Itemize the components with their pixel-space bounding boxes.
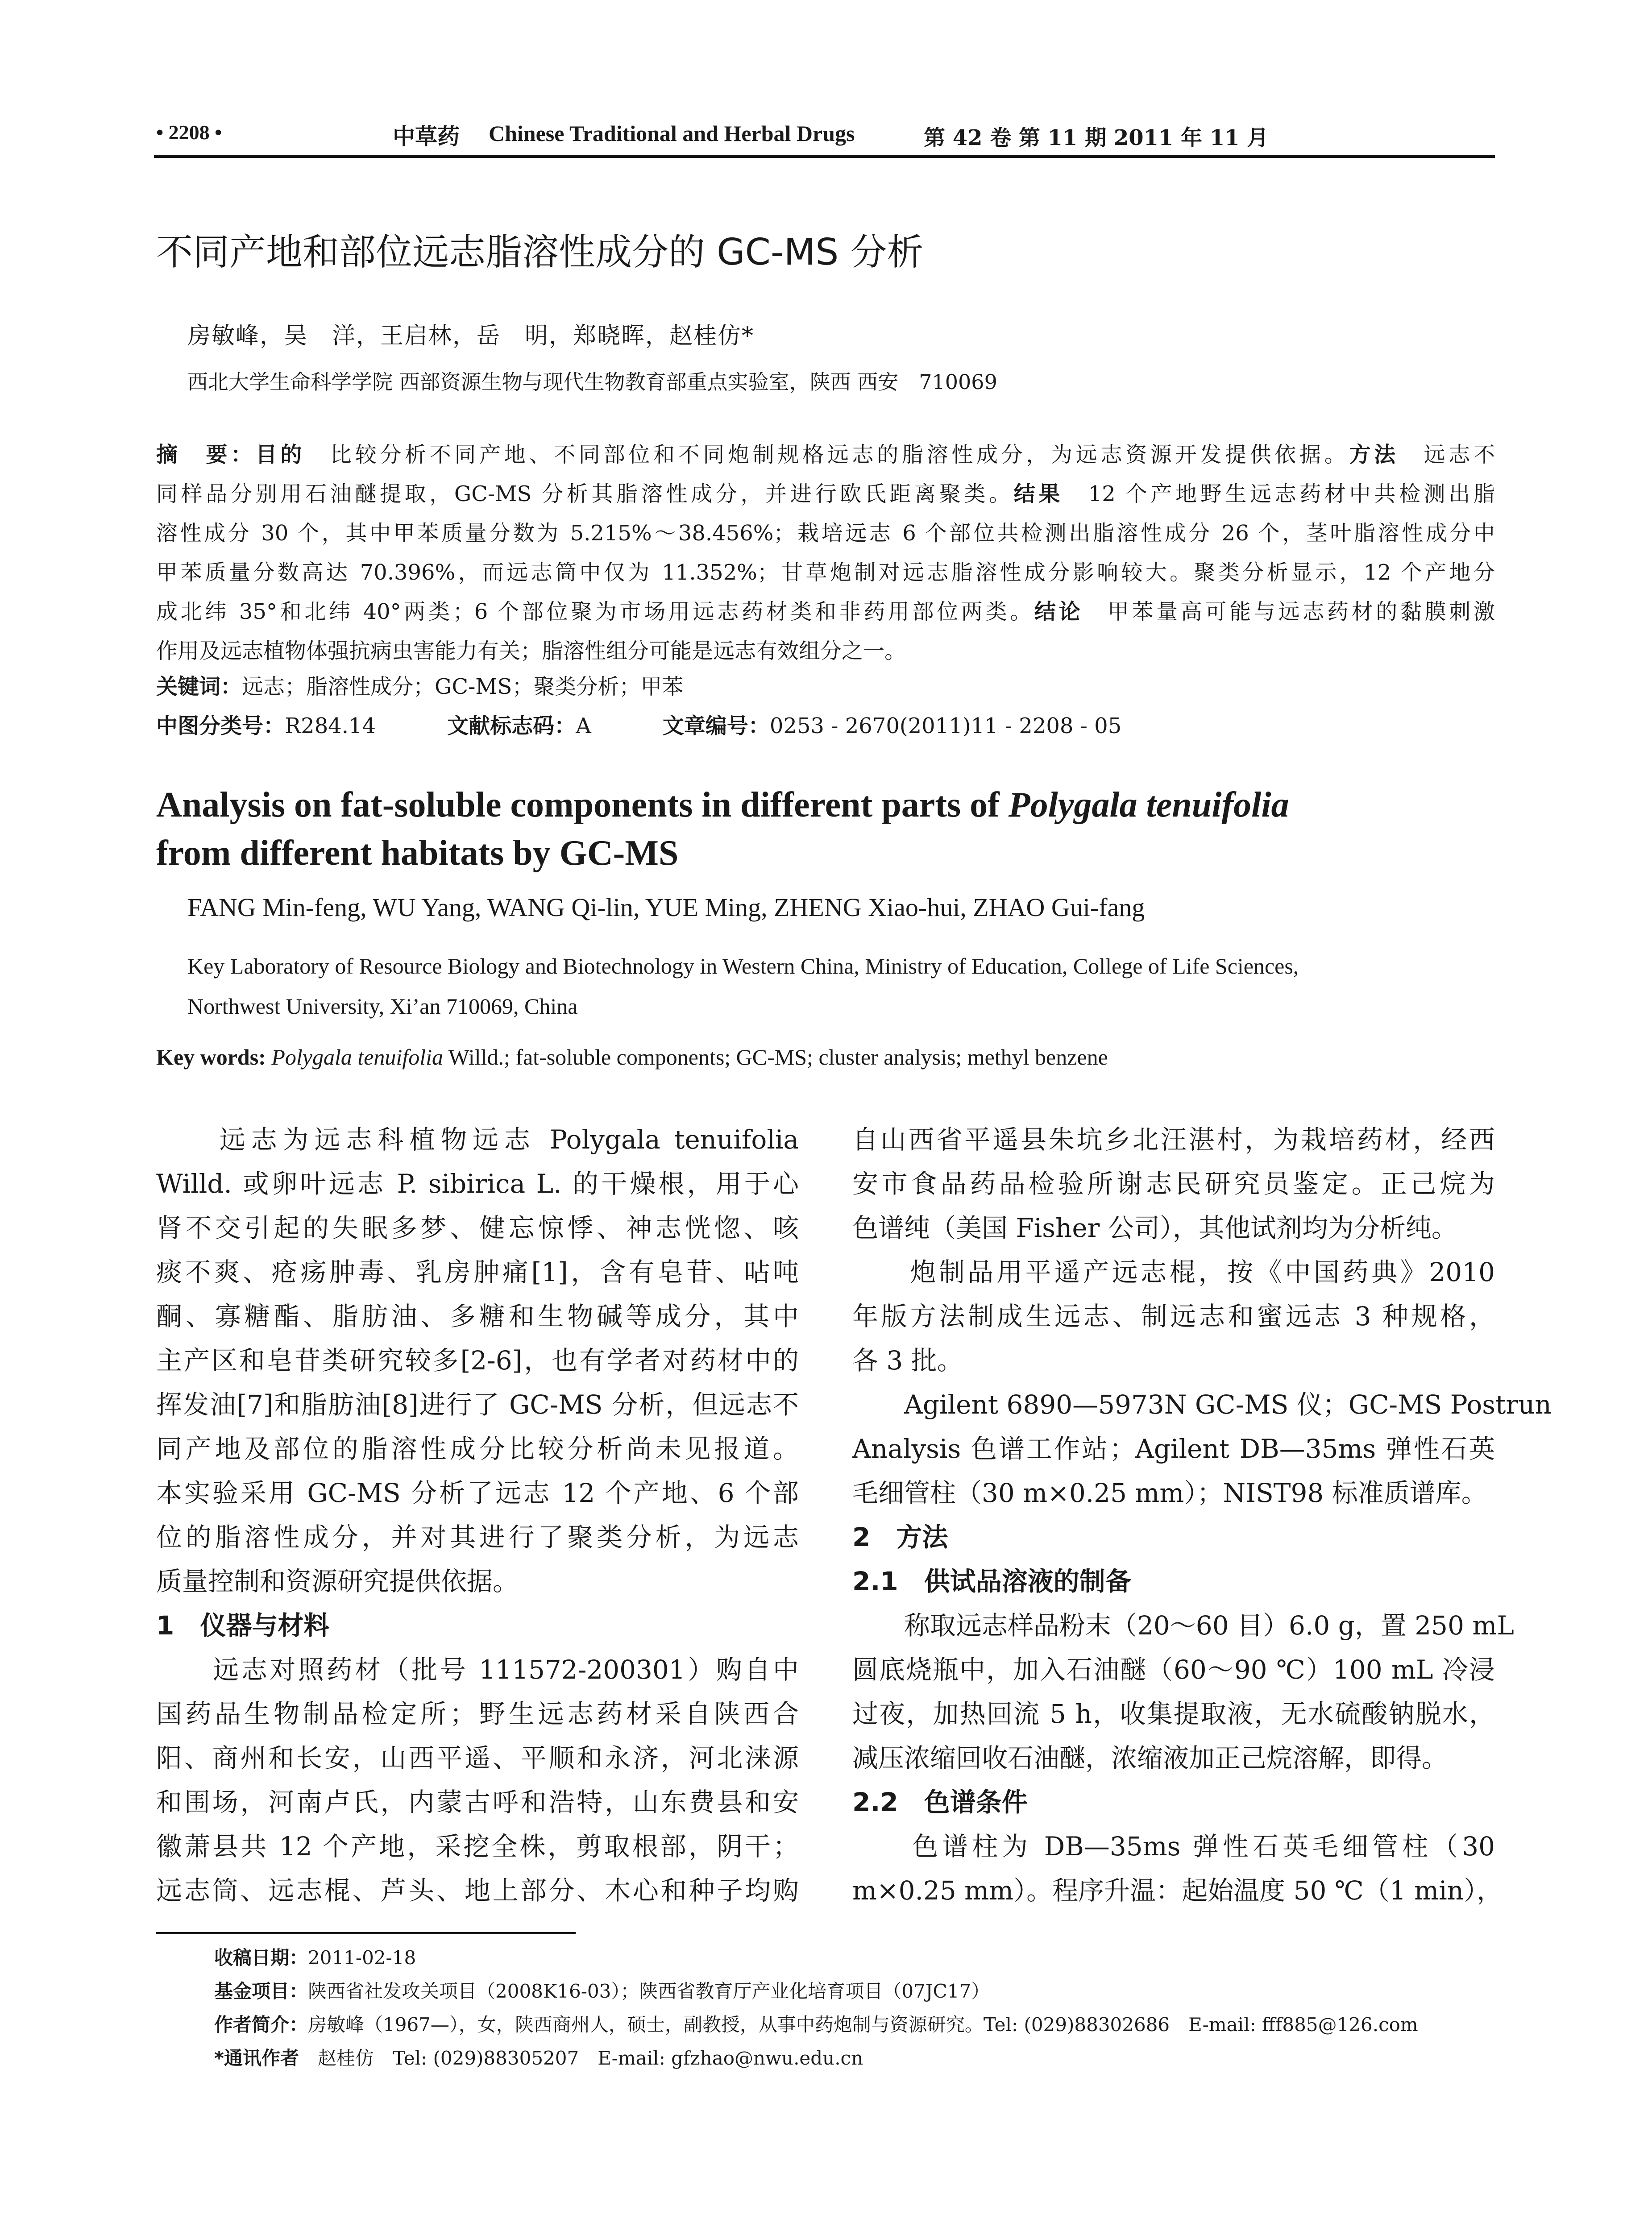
affiliation-cn: 西北大学生命科学学院 西部资源生物与现代生物教育部重点实验室，陕西 西安 710069 — [187, 370, 997, 394]
classification-line — [156, 709, 1193, 739]
paper-title-en: Analysis on fat-soluble components in different parts of Polygala tenuifolia from different habitats by GC-MS — [156, 785, 1289, 873]
body-line: 本实验采用 GC-MS 分析了远志 12 个产地、6 个部 — [156, 1478, 799, 1508]
species-name: Polygala tenuifolia — [1008, 785, 1289, 825]
body-line: 主产区和皂苷类研究较多[2-6]，也有学者对药材中的 — [156, 1345, 799, 1376]
abstract-line-1: 摘 要：目的 比较分析不同产地、不同部位和不同炮制规格远志的脂溶性成分，为远志资源开发提供依据。方法 远志不 — [156, 442, 1495, 467]
clc-number: 中图分类号：R284.14 — [156, 713, 376, 738]
section-heading: 1 仪器与材料 — [156, 1610, 330, 1641]
body-line: 各 3 批。 — [852, 1345, 963, 1376]
body-line: Willd. 或卵叶远志 P. sibirica L. 的干燥根，用于心 — [156, 1169, 799, 1199]
conclusion-label: 结论 — [1034, 599, 1083, 624]
body-line: Analysis 色谱工作站；Agilent DB—35ms 弹性石英 — [852, 1434, 1495, 1464]
body-line: m×0.25 mm）。程序升温：起始温度 50 ℃（1 min）， — [852, 1875, 1503, 1906]
body-column-left — [156, 1118, 799, 1913]
journal-issue: 第 42 卷 第 11 期 2011 年 11 月 — [924, 125, 1269, 150]
body-line: 毛细管柱（30 m×0.25 mm）；NIST98 标准质谱库。 — [852, 1478, 1487, 1508]
abstract-line-3: 溶性成分 30 个，其中甲苯质量分数为 5.215%～38.456%；栽培远志 6 个部位共检测出脂溶性成分 26 个，茎叶脂溶性成分中 — [156, 521, 1495, 546]
body-line: 阳、商州和长安，山西平遥、平顺和永济，河北涞源 — [156, 1743, 799, 1773]
doc-code: 文献标志码：A — [447, 713, 591, 738]
body-line: 和围场，河南卢氏，内蒙古呼和浩特，山东费县和安 — [156, 1787, 799, 1817]
body-line: 炮制品用平遥产远志棍，按《中国药典》2010 — [852, 1257, 1495, 1287]
abstract-line-2: 同样品分别用石油醚提取，GC-MS 分析其脂溶性成分，并进行欧氏距离聚类。结果 12 个产地野生远志药材中共检测出脂 — [156, 481, 1495, 506]
body-line: 年版方法制成生远志、制远志和蜜远志 3 种规格， — [852, 1301, 1495, 1331]
body-line: 远志筒、远志棍、芦头、地上部分、木心和种子均购 — [156, 1875, 799, 1906]
body-line: 酮、寡糖酯、脂肪油、多糖和生物碱等成分，其中 — [156, 1301, 799, 1331]
body-line: 挥发油[7]和脂肪油[8]进行了 GC-MS 分析，但远志不 — [156, 1389, 799, 1420]
keywords-en: Key words: Polygala tenuifolia Willd.; fat-soluble components; GC-MS; cluster analysis; methyl benzene — [156, 1045, 1108, 1070]
body-line: 同产地及部位的脂溶性成分比较分析尚未见报道。 — [156, 1434, 799, 1464]
subsection-heading: 2.2 色谱条件 — [852, 1787, 1028, 1817]
journal-name-en: Chinese Traditional and Herbal Drugs — [489, 121, 855, 146]
body-line: Agilent 6890—5973N GC-MS 仪；GC-MS Postrun — [852, 1389, 1552, 1420]
footnote-author: 作者简介：房敏峰（1967—），女，陕西商州人，硕士，副教授，从事中药炮制与资源研究。Tel: (029)88302686 E-mail: fff885@126.com — [214, 2014, 1418, 2036]
footnote-fund: 基金项目：陕西省社发攻关项目（2008K16-03）；陕西省教育厅产业化培育项目（07JC17） — [214, 1980, 990, 2002]
subsection-heading: 2.1 供试品溶液的制备 — [852, 1566, 1131, 1597]
body-line: 称取远志样品粉末（20～60 目）6.0 g，置 250 mL — [852, 1610, 1514, 1641]
abstract-line-6: 作用及远志植物体强抗病虫害能力有关；脂溶性组分可能是远志有效组分之一。 — [156, 639, 906, 663]
footnote-corresponding: *通讯作者 赵桂仿 Tel: (029)88305207 E-mail: gfzhao@nwu.edu.cn — [214, 2047, 863, 2069]
article-number: 文章编号：0253 - 2670(2011)11 - 2208 - 05 — [662, 713, 1122, 738]
authors-cn: 房敏峰，吴 洋，王启林，岳 明，郑晓晖，赵桂仿* — [187, 323, 755, 349]
abstract-line-4: 甲苯质量分数高达 70.396%，而远志筒中仅为 11.352%；甘草炮制对远志脂溶性成分影响较大。聚类分析显示，12 个产地分 — [156, 560, 1495, 585]
journal-name-cn: 中草药 — [393, 123, 460, 149]
body-line: 减压浓缩回收石油醚，浓缩液加正己烷溶解，即得。 — [852, 1743, 1448, 1773]
page-number: • 2208 • — [156, 121, 222, 144]
body-line: 远志对照药材（批号 111572-200301）购自中 — [156, 1655, 799, 1685]
body-line: 色谱纯（美国 Fisher 公司），其他试剂均为分析纯。 — [852, 1213, 1457, 1243]
abstract-line-5: 成北纬 35°和北纬 40°两类；6 个部位聚为市场用远志药材类和非药用部位两类。结论 甲苯量高可能与远志药材的黏膜刺激 — [156, 599, 1495, 624]
body-line: 安市食品药品检验所谢志民研究员鉴定。正己烷为 — [852, 1169, 1495, 1199]
body-line: 国药品生物制品检定所；野生远志药材采自陕西合 — [156, 1699, 799, 1729]
footnote-received: 收稿日期：2011-02-18 — [214, 1947, 416, 1969]
abstract-label: 摘 要： — [156, 442, 256, 467]
authors-en: FANG Min-feng, WU Yang, WANG Qi-lin, YUE Ming, ZHENG Xiao-hui, ZHAO Gui-fang — [187, 893, 1145, 922]
body-line: 圆底烧瓶中，加入石油醚（60～90 ℃）100 mL 冷浸 — [852, 1655, 1495, 1685]
body-line: 自山西省平遥县朱坑乡北汪湛村，为栽培药材，经西 — [852, 1124, 1495, 1155]
body-line: 远志为远志科植物远志 Polygala tenuifolia — [156, 1124, 799, 1155]
header-rule — [154, 155, 1495, 158]
result-label: 结果 — [1013, 481, 1064, 506]
body-line: 位的脂溶性成分，并对其进行了聚类分析，为远志 — [156, 1522, 799, 1552]
keywords-cn: 关键词：远志；脂溶性成分；GC-MS；聚类分析；甲苯 — [156, 674, 684, 699]
footnote-rule — [156, 1932, 576, 1934]
body-line: 徽萧县共 12 个产地，采挖全株，剪取根部，阴干； — [156, 1831, 799, 1862]
body-line: 痰不爽、疮疡肿毒、乳房肿痛[1]，含有皂苷、呫吨 — [156, 1257, 799, 1287]
body-line: 过夜，加热回流 5 h，收集提取液，无水硫酸钠脱水， — [852, 1699, 1495, 1729]
section-heading: 2 方法 — [852, 1522, 948, 1552]
body-line: 色谱柱为 DB—35ms 弹性石英毛细管柱（30 — [852, 1831, 1495, 1862]
method-label: 方法 — [1349, 442, 1399, 467]
body-line: 质量控制和资源研究提供依据。 — [156, 1566, 519, 1597]
body-line: 肾不交引起的失眠多梦、健忘惊悸、神志恍惚、咳 — [156, 1213, 799, 1243]
paper-title-cn: 不同产地和部位远志脂溶性成分的 GC-MS 分析 — [156, 231, 924, 274]
body-column-right — [852, 1118, 1552, 1913]
objective-label: 目的 — [255, 442, 306, 467]
affiliation-en: Key Laboratory of Resource Biology and Biotechnology in Western China, Ministry of Education, College of Life Sciences, Northwest University, Xi’an 710069, China — [187, 954, 1299, 1019]
